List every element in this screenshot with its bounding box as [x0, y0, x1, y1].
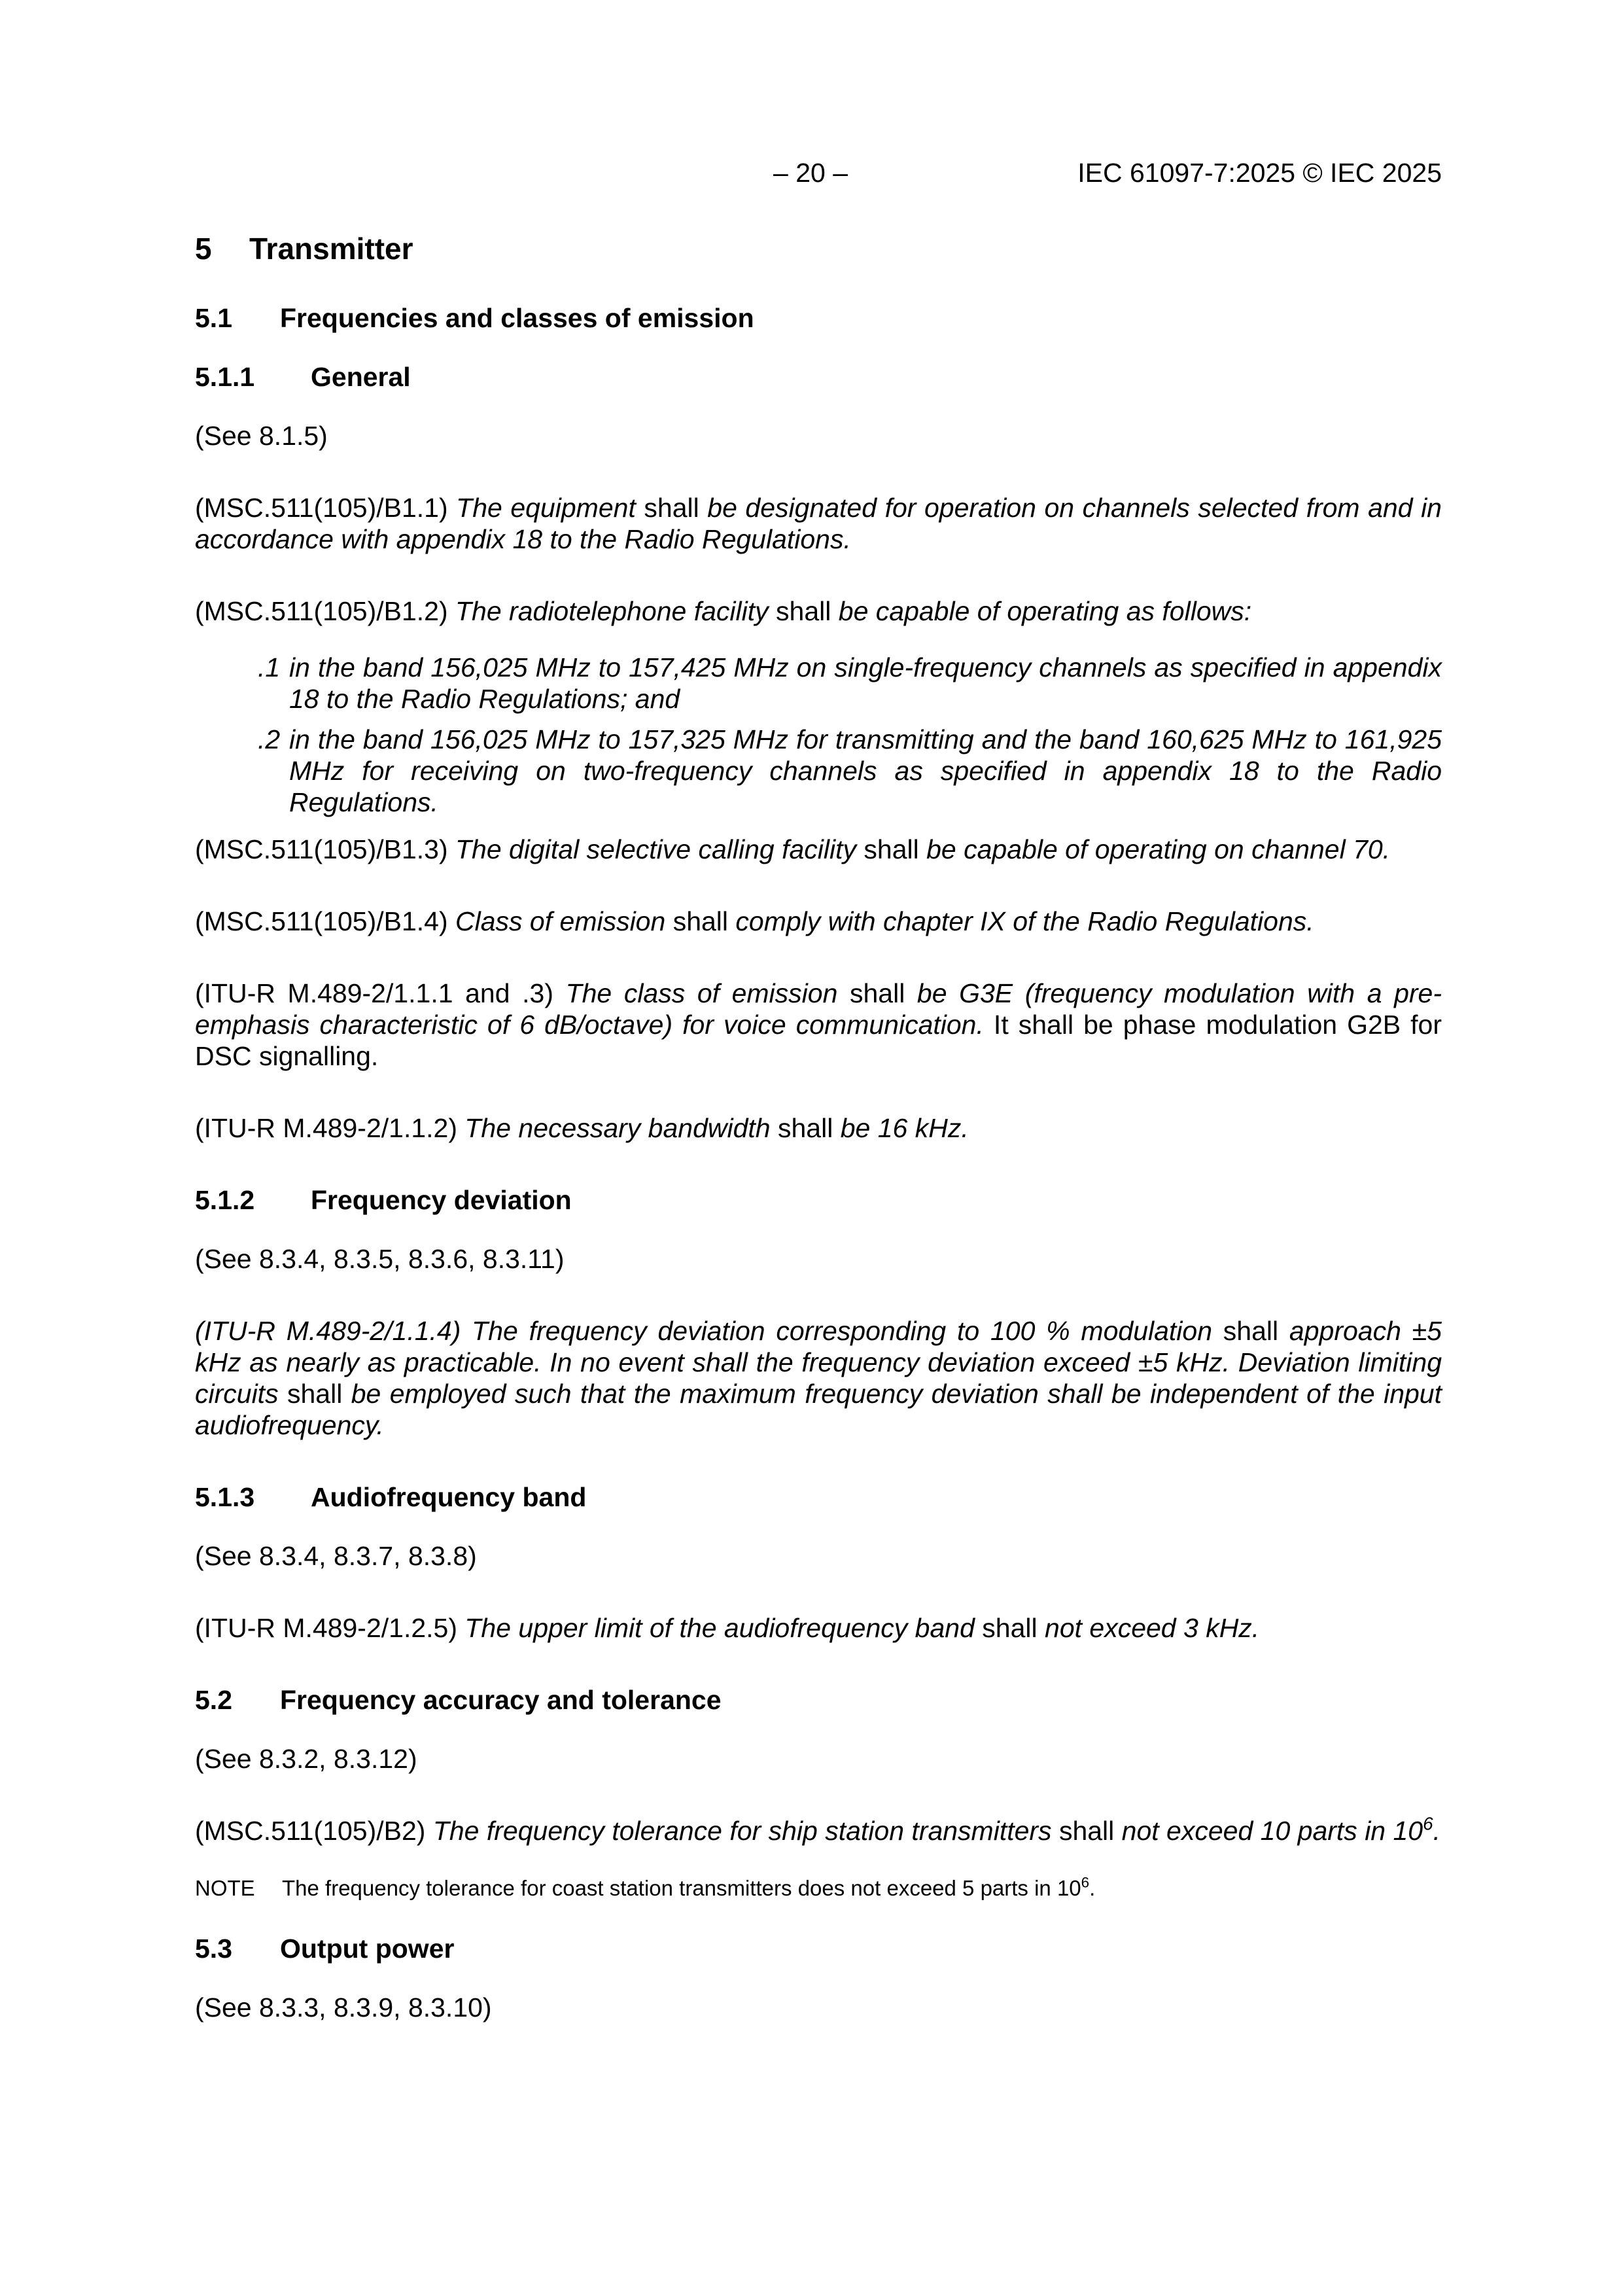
- document-id: IEC 61097-7:2025 © IEC 2025: [1077, 158, 1442, 188]
- see-reference: (See 8.3.4, 8.3.5, 8.3.6, 8.3.11): [195, 1244, 565, 1274]
- requirement-text: be 16 kHz.: [840, 1113, 969, 1143]
- clause-number: 5.1.1: [195, 362, 255, 392]
- shall-word: shall: [635, 493, 708, 523]
- list-item-number: .1: [258, 652, 281, 682]
- clause-heading: [195, 1184, 1442, 1216]
- requirement-paragraph: [195, 1612, 1442, 1644]
- requirement-text: not exceed 3 kHz.: [1045, 1613, 1260, 1643]
- requirement-paragraph: [195, 1315, 1442, 1441]
- subsection-title: Frequencies and classes of emission: [280, 303, 754, 333]
- list-item-number: .2: [258, 724, 281, 754]
- list-item: [195, 724, 1442, 818]
- requirement-ref: (MSC.511(105)/B1.4): [195, 906, 456, 936]
- requirement-text: be designated for operation on channels selected from and in accordance with appendix 18 to the Radio Regulations.: [195, 493, 1442, 554]
- shall-word: shall: [856, 834, 927, 864]
- clause-heading: [195, 361, 1442, 393]
- list-item: [195, 652, 1442, 715]
- subsection-heading: [195, 302, 1442, 334]
- section-heading: [195, 230, 1442, 267]
- requirement-tail: It shall be phase modulation G2B for DSC signalling.: [195, 1010, 1442, 1071]
- clause-number: 5.1.2: [195, 1185, 255, 1215]
- subsection-title: Output power: [280, 1934, 455, 1964]
- requirement-ref: (MSC.511(105)/B1.2): [195, 596, 456, 626]
- requirement-paragraph: [195, 595, 1442, 627]
- note: [195, 1875, 1442, 1901]
- shall-word: shall: [837, 978, 917, 1008]
- requirement-ref: (MSC.511(105)/B1.3): [195, 834, 456, 864]
- requirement-subject: The radiotelephone facility: [455, 596, 769, 626]
- see-reference: (See 8.3.2, 8.3.12): [195, 1744, 417, 1774]
- see-reference: (See 8.3.4, 8.3.7, 8.3.8): [195, 1541, 477, 1571]
- requirement-text: approach ±5 kHz as nearly as practicable. In no event shall the frequency deviation exceed ±5 kHz. Deviation limiting circuits: [195, 1316, 1442, 1409]
- shall-word: shall: [974, 1613, 1045, 1643]
- requirement-text: be G3E (frequency modulation with a pre-emphasis characteristic of 6 dB/octave) for voice communication.: [195, 978, 1442, 1040]
- requirement-subject: The frequency tolerance for ship station transmitters: [432, 1816, 1052, 1846]
- requirement-text: be capable of operating as follows:: [838, 596, 1252, 626]
- requirement-subject: The equipment: [456, 493, 636, 523]
- see-reference: (See 8.1.5): [195, 421, 328, 451]
- requirement-subject: The digital selective calling facility: [455, 834, 857, 864]
- exponent: 6: [1423, 1813, 1433, 1834]
- subsection-number: 5.2: [195, 1685, 232, 1715]
- requirement-paragraph: [195, 834, 1442, 865]
- requirement-text: not exceed 10 parts in 10: [1121, 1816, 1423, 1846]
- shall-word: shall: [1212, 1316, 1289, 1346]
- requirement-subject: Class of emission: [455, 906, 666, 936]
- list-item-text: in the band 156,025 MHz to 157,425 MHz on single-frequency channels as specified in appendix 18 to the Radio Regulations; and: [289, 652, 1442, 714]
- shall-word: shall: [768, 596, 839, 626]
- subsection-number: 5.3: [195, 1934, 232, 1964]
- requirement-ref: (ITU-R M.489-2/1.1.1 and .3): [195, 978, 566, 1008]
- clause-title: General: [311, 362, 411, 392]
- page-number: – 20 –: [773, 158, 848, 188]
- document-body: [195, 230, 1442, 2064]
- requirement-ref: (ITU-R M.489-2/1.1.4) The frequency deviation corresponding to 100 % modulation: [195, 1316, 1213, 1346]
- requirement-ref: (ITU-R M.489-2/1.2.5): [195, 1613, 465, 1643]
- requirement-ref: (MSC.511(105)/B2): [195, 1816, 433, 1846]
- clause-number: 5.1.3: [195, 1482, 255, 1512]
- section-number: 5: [195, 232, 212, 266]
- clause-heading: [195, 1481, 1442, 1513]
- requirement-ref: (ITU-R M.489-2/1.1.2): [195, 1113, 465, 1143]
- requirement-text: be capable of operating on channel 70.: [926, 834, 1391, 864]
- subsection-title: Frequency accuracy and tolerance: [280, 1685, 722, 1715]
- section-title: Transmitter: [249, 232, 413, 266]
- note-label: NOTE: [195, 1876, 255, 1900]
- note-end: .: [1089, 1876, 1096, 1900]
- list-item-text: in the band 156,025 MHz to 157,325 MHz for transmitting and the band 160,625 MHz to 161,925 MHz for receiving on two-frequency channels as specified in appendix 18 to the Radio Regulations.: [289, 724, 1442, 817]
- clause-title: Frequency deviation: [311, 1185, 572, 1215]
- requirement-paragraph: [195, 492, 1442, 555]
- requirement-paragraph: [195, 1815, 1442, 1846]
- subsection-heading: [195, 1933, 1442, 1964]
- requirement-subject: The upper limit of the audiofrequency band: [464, 1613, 975, 1643]
- shall-word: shall: [665, 906, 736, 936]
- shall-word: shall: [770, 1113, 841, 1143]
- requirement-text: comply with chapter IX of the Radio Regulations.: [735, 906, 1314, 936]
- note-body: The frequency tolerance for coast station transmitters does not exceed 5 parts in 10: [282, 1876, 1081, 1900]
- requirement-paragraph: [195, 906, 1442, 937]
- requirement-end: .: [1433, 1816, 1441, 1846]
- requirement-paragraph: [195, 1112, 1442, 1144]
- requirement-list: [195, 652, 1442, 818]
- shall-word: shall: [278, 1379, 351, 1409]
- exponent: 6: [1081, 1874, 1090, 1891]
- requirement-paragraph: [195, 978, 1442, 1072]
- see-reference: (See 8.3.3, 8.3.9, 8.3.10): [195, 1992, 492, 2022]
- clause-title: Audiofrequency band: [311, 1482, 587, 1512]
- requirement-text: be employed such that the maximum frequency deviation shall be independent of the input audiofrequency.: [195, 1379, 1442, 1440]
- subsection-number: 5.1: [195, 303, 232, 333]
- requirement-subject: The necessary bandwidth: [464, 1113, 771, 1143]
- requirement-subject: The class of emission: [565, 978, 838, 1008]
- subsection-heading: [195, 1684, 1442, 1716]
- note-text: [282, 1875, 1095, 1901]
- requirement-ref: (MSC.511(105)/B1.1): [195, 493, 457, 523]
- shall-word: shall: [1051, 1816, 1122, 1846]
